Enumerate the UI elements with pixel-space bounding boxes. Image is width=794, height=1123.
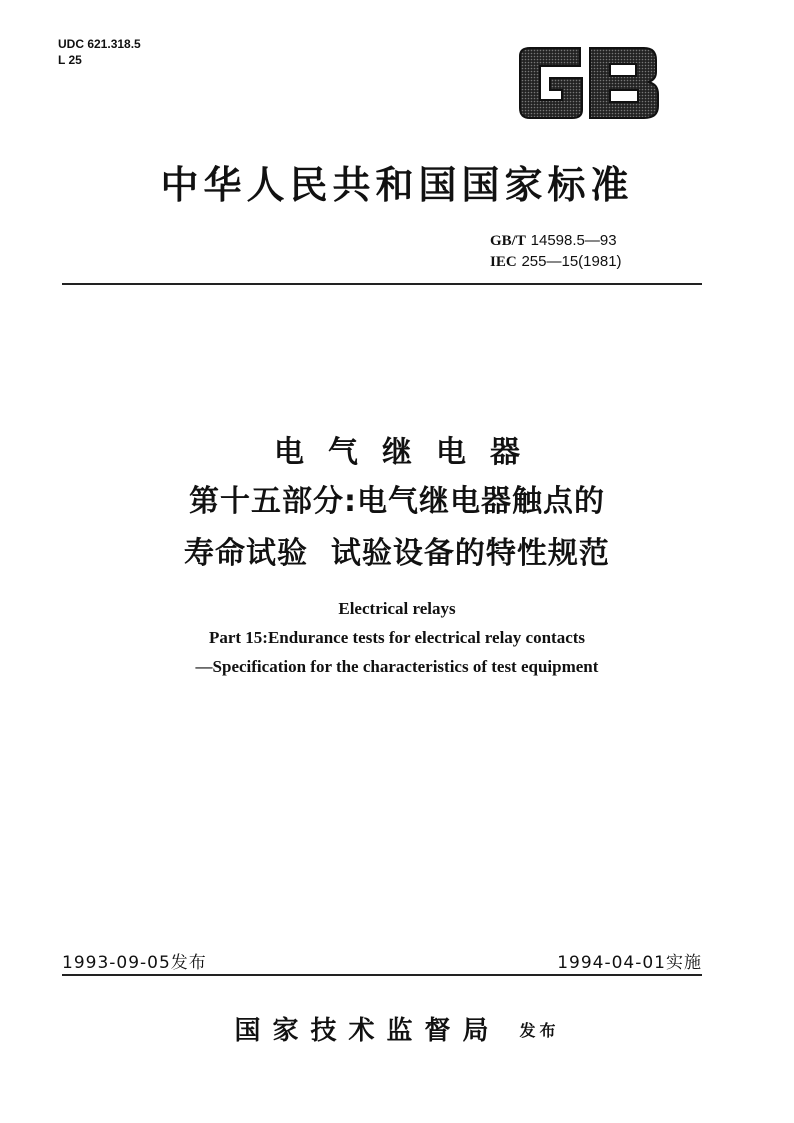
iec-label: IEC [490, 254, 517, 270]
chinese-title-line-3: 寿命试验 试验设备的特性规范 [184, 536, 610, 571]
top-divider [62, 283, 702, 285]
national-standard-title: 中华人民共和国国家标准 [160, 162, 634, 207]
chinese-title-line-1: 电气继电器 [274, 435, 544, 470]
gb-number: 14598.5—93 [530, 232, 617, 249]
chinese-title-line-2: 第十五部分:电气继电器触点的 [189, 484, 605, 519]
gb-number-row [490, 230, 622, 251]
effective-date: 1994-04-01实施 [557, 953, 702, 973]
issue-date: 1993-09-05发布 [62, 953, 207, 973]
header-codes [58, 36, 141, 68]
class-code: L 25 [58, 53, 82, 67]
issuer-org: 国家技术监督局 [234, 1016, 501, 1046]
chinese-title [0, 430, 794, 580]
iec-number: 255—15(1981) [521, 253, 622, 270]
english-title-line-1: Electrical relays [338, 599, 456, 618]
bottom-divider [62, 974, 702, 976]
issuer-action: 发布 [519, 1021, 560, 1040]
english-title-line-2: Part 15:Endurance tests for electrical relay contacts [208, 628, 586, 647]
iec-number-row [490, 251, 622, 272]
gb-logo-icon [512, 46, 662, 120]
standard-numbers [490, 230, 622, 272]
english-title-line-3: —Specification for the characteristics of test equipment [195, 657, 599, 676]
udc-code: UDC 621.318.5 [58, 37, 141, 51]
gb-label: GB/T [490, 233, 526, 249]
issuer [0, 1010, 794, 1047]
english-title [0, 594, 794, 681]
